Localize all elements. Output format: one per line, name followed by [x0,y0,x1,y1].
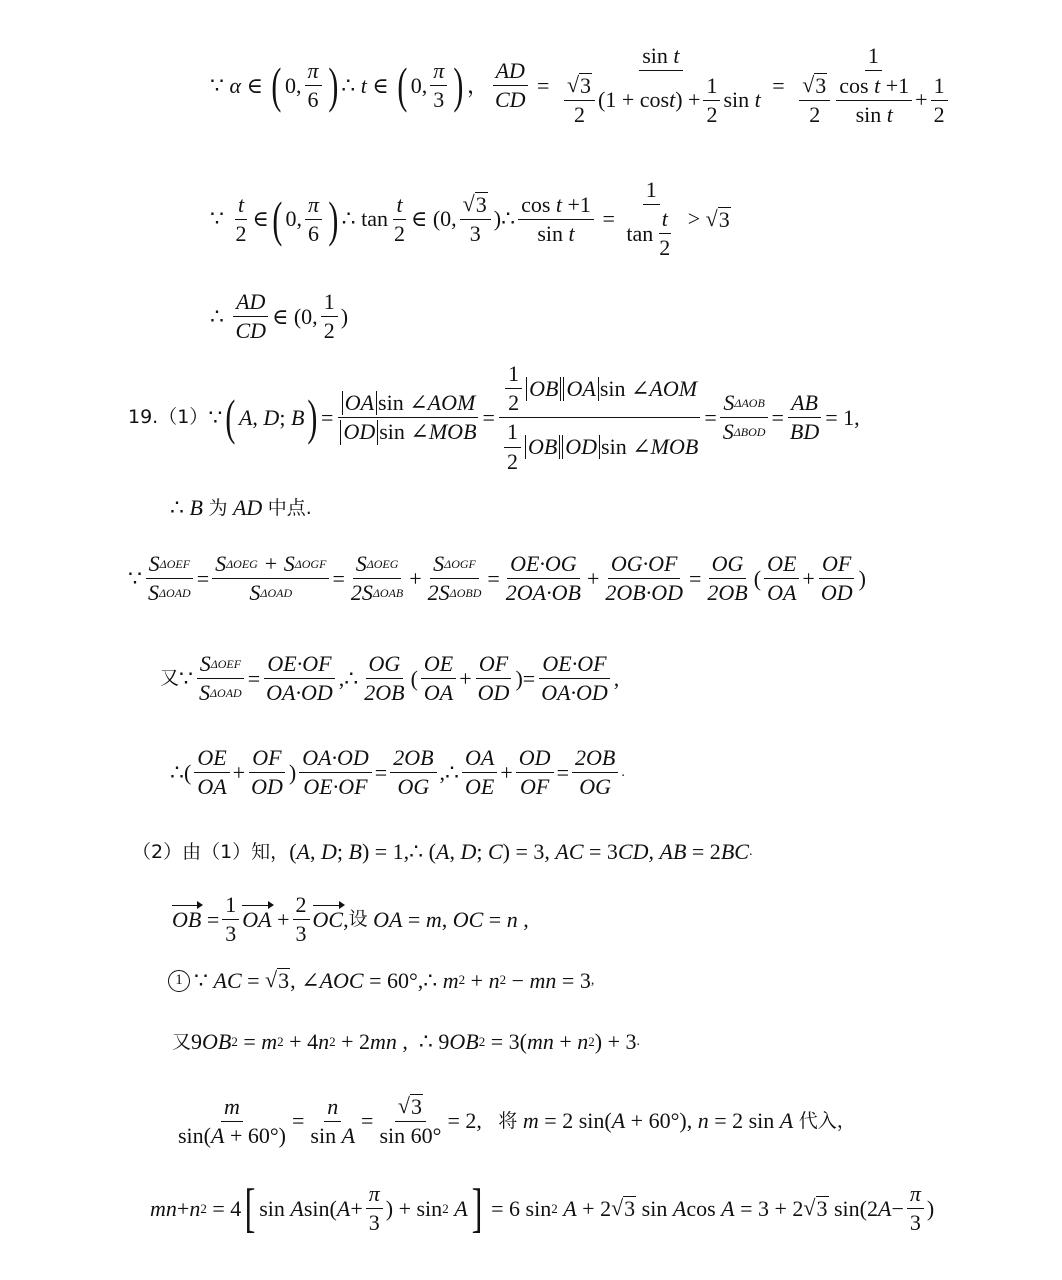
equation-line-3: ∴ $\frac{AD}{CD}$ ∈ (0, $\frac{1}{2}$ ) [210,289,349,344]
equation-line-13: m sin( A + 60°) = n sin A = √ 3 sin 60° = 2, 将 m = 2 sin( A + 60°), n = 2 sin A 代入， [178,1093,856,1149]
equation-line-12: 又 9 OB 2 = m 2 + 4 n 2 + 2 mn , ∴ 9 OB 2 = 3( mn + n 2 ) + 3 . [172,1029,640,1054]
equation-line-7: 又 ∵ S ΔOEF S ΔOAD = $\frac{OE\cdot OF}{OA\cdot OD}$ , ∴ $\frac{OG}{2OB}$ ( $\frac{OE}{OA}$ + $\frac{OF}{OD}$ )= $\frac{OE\cdot OF}{OA\cdot OD}$ , [160,651,620,706]
equation-line-19-1: 19.（1） ∵ ( A , D ; B ) = OA sin ∠ AOM OD sin ∠ MOB = $\frac{1}{2}$ OB OA sin ∠ AOM $\frac{1}{2}$ OB OD sin ∠ MOB = S ΔAOB S ΔBOD = $\frac{AB}{BD}$ = 1, [128,361,860,474]
equation-line-10: OB = $\frac{1}{3}$ OA + $\frac{2}{3}$ OC , 设 OA = m , OC = n , [172,892,529,947]
equation-line-8: ∴ ( $\frac{OE}{OA}$ + $\frac{OF}{OD}$ ) $\frac{OA\cdot OD}{OE\cdot OF}$ = $\frac{2OB}{OG}$ , ∴ $\frac{OA}{OE}$ + $\frac{OD}{OF}$ = $\frac{2OB}{OG}$ . [170,745,625,800]
equation-line-5: ∴ B 为 AD 中点. [170,495,312,520]
equation-line-11: 1 ∵ AC = √ 3 , ∠ AOC = 60°, ∴ m 2 + n 2 − mn = 3 , [168,968,594,993]
equation-line-2: ∵ $\frac{t}{2}$ ∈ ( 0, $\frac{\pi}{6}$ ) ∴ tan $\frac{t}{2}$ ∈ (0, √ 3 3 ) ∴ cos t +1 sin t = 1 tan $\frac{t}{2}$ > √ 3 [210,177,730,261]
equation-line-6: ∵ S ΔOEF S ΔOAD = S ΔOEG + S ΔOGF S ΔOAD = S ΔOEG 2S ΔOAB + S ΔOGF 2S ΔOBD = $\frac{OE\cdot OG}{2OA\cdot OB}$ + $\frac{OG\cdot OF}{2OB\cdot OD}$ = $\frac{OG}{2OB}$ ( $\frac{OE}{OA}$ + $\frac{OF}{OD}$ ) [128,551,866,606]
equation-line-14: mn + n 2 = 4 [ sin A sin( A + $\frac{\pi}{3}$ ) + sin 2 A ] = 6 sin 2 A + 2 √ 3 sin A cos A = 3 + 2 √ 3 sin(2 A − $\frac{\pi}{3}$ ) [150,1178,935,1239]
equation-line-1: ∵ α ∈ ( 0, $\frac{\pi}{6}$ ) ∴ t ∈ ( 0, $\frac{\pi}{3}$ ) ， $\frac{AD}{CD}$ = sin t √ 3 2 (1 + cos t ) + $\frac{1}{2}$ sin t = 1 √ 3 2 cos t +1 sin t + $\frac{1}{2}$ [210,44,957,128]
equation-line-9: （2）由（1）知， ( A , D ; B ) = 1, ∴ ( A , D ; C ) = 3, AC = 3 CD , AB = 2 BC . [132,839,753,864]
